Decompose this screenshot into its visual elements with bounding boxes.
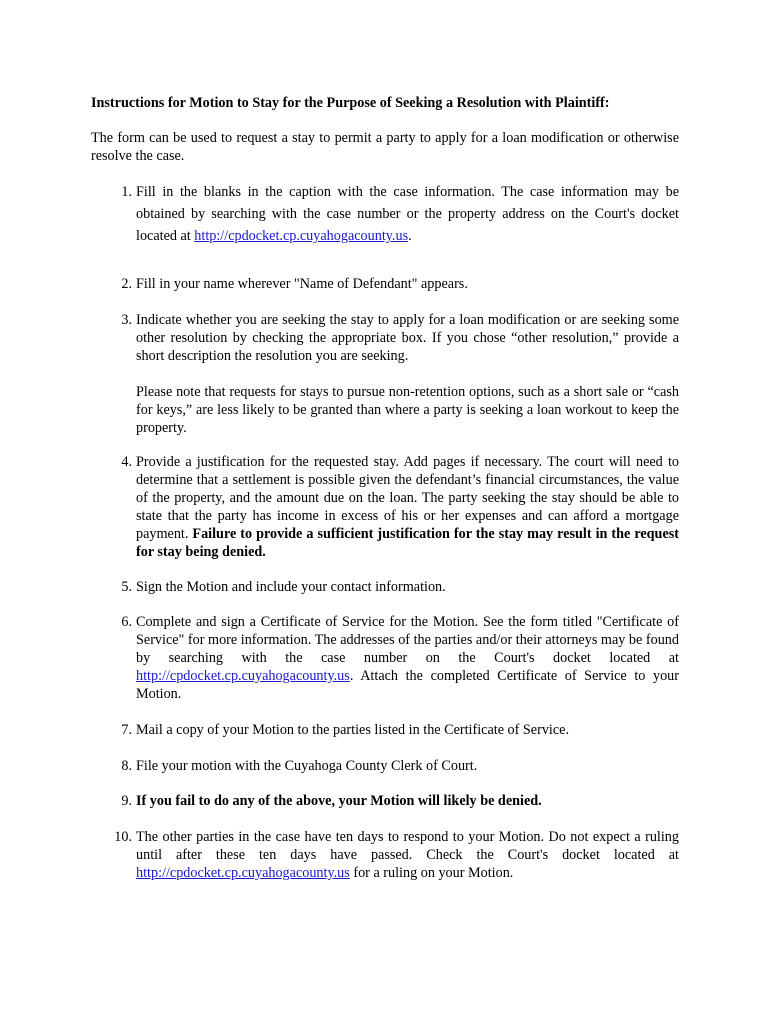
item-number: 4. [121,454,132,470]
item-number: 8. [121,758,132,774]
item-number: 7. [121,722,132,738]
item-text: Sign the Motion and include your contact information. [136,579,446,595]
list-item-2 [91,275,679,293]
item-number: 10. [114,829,132,845]
list-item-4 [91,453,679,561]
item-number: 2. [121,276,132,292]
list-item-6 [91,613,679,703]
docket-link[interactable]: http://cpdocket.cp.cuyahogacounty.us [136,865,350,881]
list-item-5 [91,578,679,596]
docket-link[interactable]: http://cpdocket.cp.cuyahogacounty.us [194,228,409,244]
item-text: Mail a copy of your Motion to the parties listed in the Certificate of Service. [136,722,569,738]
item-number: 1. [121,184,132,200]
item-text: Provide a justification for the requested stay. Add pages if necessary. The court will need to determine that a settlement is possible given the defendant’s financial circumstances, the value of the property, and the amount due on the loan. The party seeking the stay should be able to state that the party has income in excess of his or her expenses and can afford a mortgage payment. Failure to provide a sufficient justification for the stay may result in the request for stay being denied. [136,454,679,560]
item-text: The other parties in the case have ten days to respond to your Motion. Do not expect a ruling until after these ten days have passed. Check the Court's docket located at http://cpdocket.cp.cuyahogacounty.us for a ruling on your Motion. [136,829,679,881]
list-item-9 [91,792,679,810]
list-item-10 [91,828,679,882]
item-text: Indicate whether you are seeking the stay to apply for a loan modification or are seeking some other resolution by checking the appropriate box. If you chose “other resolution,” provide a short description the resolution you are seeking. Please note that requests for stays to pursue non-retention options, such as a short sale or “cash for keys,” are less likely to be granted than where a party is seeking a loan workout to keep the property. [136,312,679,436]
list-item-7 [91,721,679,739]
item-number: 9. [121,793,132,809]
item-number: 6. [121,614,132,630]
item-text: If you fail to do any of the above, your Motion will likely be denied. [136,793,542,809]
item-text: File your motion with the Cuyahoga County Clerk of Court. [136,758,478,774]
warning-text: Failure to provide a sufficient justification for the stay may result in the request for stay being denied. [136,526,679,560]
item-number: 3. [121,312,132,328]
item-text: Fill in the blanks in the caption with the case information. The case information may be obtained by searching with the case number or the property address on the Court's docket located at http://cpdocket.cp.cuyahogacounty.us. [136,184,679,244]
list-item-3 [91,311,679,437]
item-text: Complete and sign a Certificate of Service for the Motion. See the form titled "Certificate of Service" for more information. The addresses of the parties and/or their attorneys may be found by searching with the case number on the Court's docket located at http://cpdocket.cp.cuyahogacounty.us. Attach the completed Certificate of Service to your Motion. [136,614,679,702]
page-title: Instructions for Motion to Stay for the Purpose of Seeking a Resolution with Plaintiff: [91,95,610,111]
docket-link[interactable]: http://cpdocket.cp.cuyahogacounty.us [136,668,350,684]
item-text: Fill in your name wherever "Name of Defendant" appears. [136,276,468,292]
list-item-8 [91,757,679,775]
item-note: Please note that requests for stays to pursue non-retention options, such as a short sale or “cash for keys,” are less likely to be granted than where a party is seeking a loan workout to keep the property. [136,384,679,436]
intro-paragraph: The form can be used to request a stay to permit a party to apply for a loan modification or otherwise resolve the case. [91,130,679,164]
item-number: 5. [121,579,132,595]
list-item-1 [91,181,679,247]
